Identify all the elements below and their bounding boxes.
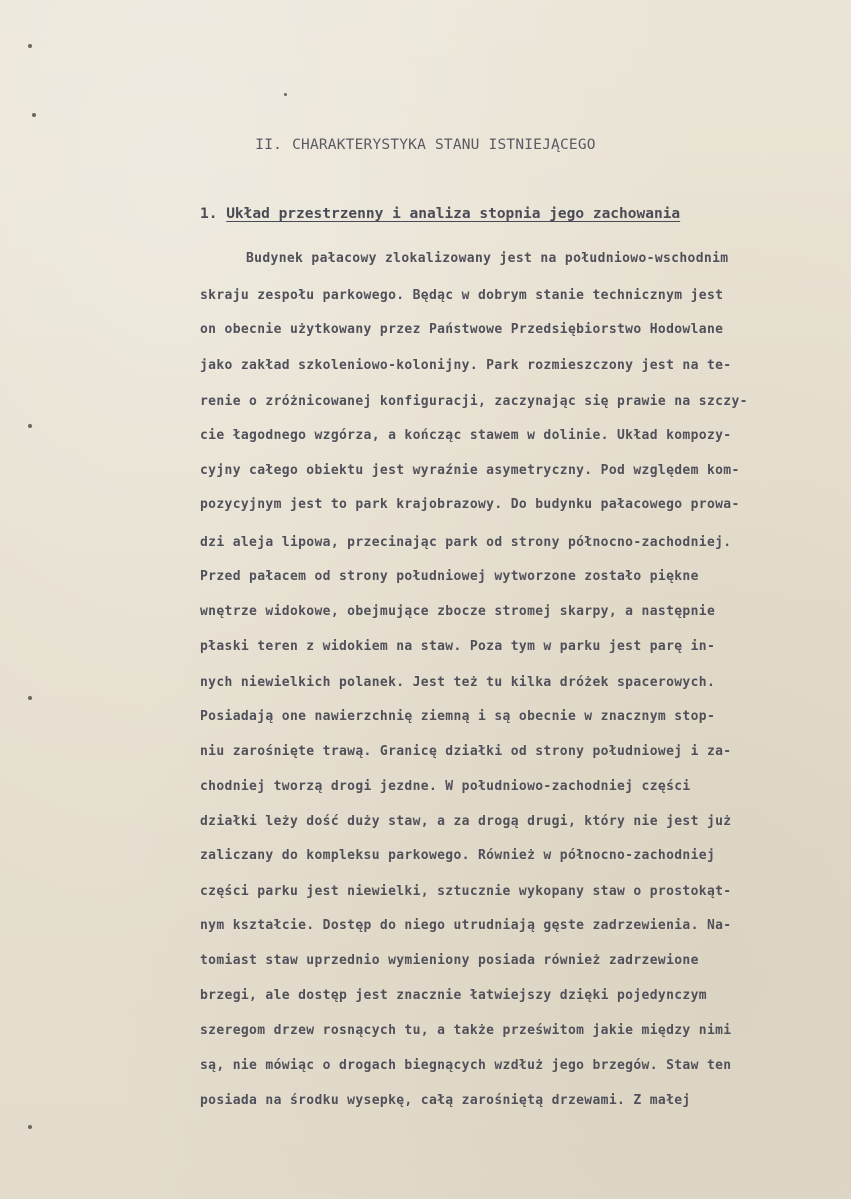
body-line: szeregom drzew rosnących tu, a także prześwitom jakie między nimi: [200, 1023, 732, 1038]
chapter-number: II.: [255, 137, 283, 153]
punch-mark: [28, 424, 32, 428]
body-line: zaliczany do kompleksu parkowego. Również w północno-zachodniej: [200, 848, 716, 863]
body-line: tomiast staw uprzednio wymieniony posiada również zadrzewione: [200, 953, 699, 968]
body-line: nych niewielkich polanek. Jest też tu kilka dróżek spacerowych.: [200, 675, 716, 690]
body-line: działki leży dość duży staw, a za drogą drugi, który nie jest już: [200, 814, 732, 829]
body-line: jako zakład szkoleniowo-kolonijny. Park rozmieszczony jest na te-: [200, 358, 732, 373]
body-line: są, nie mówiąc o drogach biegnących wzdłuż jego brzegów. Staw ten: [200, 1058, 732, 1073]
section-heading: [200, 206, 680, 222]
body-line: renie o zróżnicowanej konfiguracji, zaczynając się prawie na szczy-: [200, 394, 748, 409]
body-line: dzi aleja lipowa, przecinając park od strony północno-zachodniej.: [200, 535, 732, 550]
punch-mark: [28, 1125, 32, 1129]
body-line: wnętrze widokowe, obejmujące zbocze stromej skarpy, a następnie: [200, 604, 716, 619]
body-line: nym kształcie. Dostęp do niego utrudniają gęste zadrzewienia. Na-: [200, 918, 732, 933]
section-number: 1.: [200, 206, 218, 222]
chapter-heading: [0, 137, 851, 153]
body-line: Budynek pałacowy zlokalizowany jest na południowo-wschodnim: [246, 251, 729, 266]
body-line: skraju zespołu parkowego. Będąc w dobrym stanie technicznym jest: [200, 288, 724, 303]
body-line: chodniej tworzą drogi jezdne. W południowo-zachodniej części: [200, 779, 691, 794]
section-title: Układ przestrzenny i analiza stopnia jego zachowania: [226, 206, 681, 222]
body-line: on obecnie użytkowany przez Państwowe Przedsiębiorstwo Hodowlane: [200, 322, 724, 337]
body-line: Posiadają one nawierzchnię ziemną i są obecnie w znacznym stop-: [200, 709, 716, 724]
punch-mark: [28, 696, 32, 700]
body-line: cyjny całego obiektu jest wyraźnie asymetryczny. Pod względem kom-: [200, 463, 740, 478]
chapter-title: CHARAKTERYSTYKA STANU ISTNIEJĄCEGO: [292, 137, 596, 153]
body-line: posiada na środku wysepkę, całą zarośniętą drzewami. Z małej: [200, 1093, 691, 1108]
body-line: niu zarośnięte trawą. Granicę działki od strony południowej i za-: [200, 744, 732, 759]
body-line: Przed pałacem od strony południowej wytworzone zostało piękne: [200, 569, 699, 584]
body-line: cie łagodnego wzgórza, a kończąc stawem w dolinie. Układ kompozy-: [200, 428, 732, 443]
body-line: brzegi, ale dostęp jest znacznie łatwiejszy dzięki pojedynczym: [200, 988, 707, 1003]
punch-mark: [28, 44, 32, 48]
body-line: części parku jest niewielki, sztucznie wykopany staw o prostokąt-: [200, 884, 732, 899]
punch-mark: [284, 93, 287, 96]
body-line: płaski teren z widokiem na staw. Poza tym w parku jest parę in-: [200, 639, 716, 654]
body-line: pozycyjnym jest to park krajobrazowy. Do budynku pałacowego prowa-: [200, 497, 740, 512]
punch-mark: [32, 113, 36, 117]
